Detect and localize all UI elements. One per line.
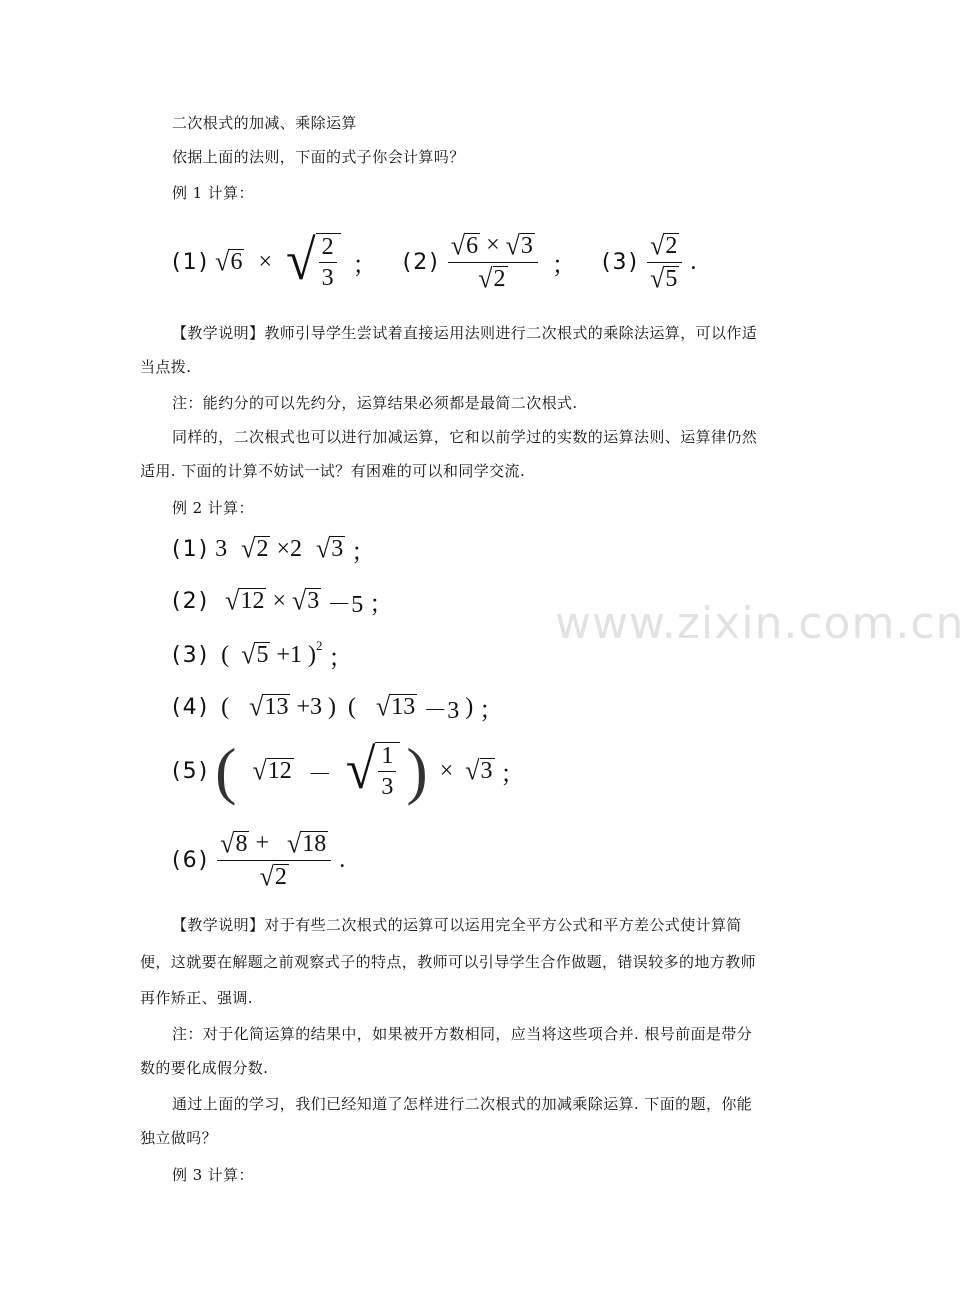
sqrt-13: √ 13 <box>376 691 416 723</box>
ex1-label-3: (3) <box>601 249 640 275</box>
minus-term: －3 <box>423 698 460 724</box>
end-mark: ； <box>369 592 394 618</box>
coefficient: 3 <box>215 536 228 562</box>
big-open-paren: ( <box>215 735 237 806</box>
teaching-note-3-cont-2: 再作矫正、强调. <box>140 989 253 1007</box>
separator: ； <box>551 252 576 279</box>
item-label: (3) <box>172 643 210 668</box>
intro-paragraph: 依据上面的法则，下面的式子你会计算吗？ <box>172 148 465 166</box>
end-period: . <box>339 846 346 873</box>
teaching-note-1-cont: 当点拨. <box>140 358 192 376</box>
note-2: 注：能约分的可以先约分，运算结果必须都是最简二次根式. <box>172 394 578 412</box>
times-sign: × <box>258 248 272 275</box>
end-period: . <box>690 248 697 275</box>
exponent: 2 <box>316 638 323 653</box>
item-label: (6) <box>172 847 210 873</box>
sqrt-two-thirds: √ $\frac{2}{3}$ <box>286 233 341 292</box>
plus-term: +3 <box>296 694 322 720</box>
ex2-item-5 <box>172 734 525 808</box>
fraction-6: √ 8 + √ 18 √ 2 <box>217 830 331 890</box>
close-paren: ) <box>465 694 474 720</box>
sqrt-3: √ 3 <box>292 585 320 617</box>
teaching-note-1: 【教学说明】教师引导学生尝试着直接运用法则进行二次根式的乘除法运算，可以作适 <box>172 324 758 342</box>
sqrt-3: √ 3 <box>316 533 344 565</box>
ex2-item-2 <box>172 584 393 619</box>
sqrt-12: √ 12 <box>252 755 292 786</box>
end-mark: ； <box>328 646 353 672</box>
section-title: 二次根式的加减、乘除运算 <box>172 114 357 132</box>
ex2-item-3 <box>172 638 353 673</box>
times-sign: × <box>439 757 454 784</box>
sqrt-2: √ 2 <box>241 533 269 565</box>
fraction-3: √ 2 √ 5 <box>647 232 682 292</box>
sqrt-5: √ 5 <box>241 639 269 671</box>
operator: ×2 <box>276 536 302 562</box>
paragraph-3-cont: 独立做吗？ <box>140 1129 218 1147</box>
example1-expressions <box>172 228 697 294</box>
item-label: (2) <box>172 589 210 614</box>
ex1-label-1: (1) <box>172 249 210 275</box>
paragraph-2: 同样的，二次根式也可以进行加减运算，它和以前学过的实数的运算法则、运算律仍然 <box>172 428 758 446</box>
operator: × <box>272 588 286 614</box>
example2-label: 例 2 计算： <box>172 499 254 517</box>
ex2-item-6 <box>172 830 345 890</box>
ex2-item-1 <box>172 532 375 567</box>
teaching-note-3-cont-1: 便，这就要在解题之前观察式子的特点，教师可以引导学生合作做题，错误较多的地方教师 <box>140 953 757 971</box>
item-label: (1) <box>172 537 210 562</box>
example1-label: 例 1 计算： <box>172 184 254 202</box>
separator: ； <box>352 252 377 279</box>
minus-sign: － <box>307 761 332 788</box>
teaching-note-3: 【教学说明】对于有些二次根式的运算可以运用完全平方公式和平方差公式使计算简 <box>172 916 742 934</box>
ex1-label-2: (2) <box>402 249 440 275</box>
end-mark: ； <box>351 540 376 566</box>
paragraph-2-cont: 适用. 下面的计算不妨试一试？有困难的可以和同学交流. <box>140 462 526 480</box>
subtract-term: －5 <box>327 592 364 618</box>
sqrt-3: √ 3 <box>465 755 493 786</box>
end-mark: ； <box>500 761 525 788</box>
note-4: 注：对于化简运算的结果中，如果被开方数相同，应当将这些项合并. 根号前面是带分 <box>172 1025 753 1043</box>
ex2-item-4 <box>172 690 503 725</box>
item-label: (5) <box>172 758 210 784</box>
sqrt-one-third: √ $\frac{1}{3}$ <box>346 742 401 801</box>
close-paren: ) <box>308 642 316 668</box>
open-paren: ( <box>221 694 230 720</box>
note-4-cont: 数的要化成假分数. <box>140 1059 269 1077</box>
sqrt-6: √ 6 <box>215 246 243 277</box>
end-mark: ； <box>479 698 504 724</box>
open-paren: ( <box>348 694 356 720</box>
plus-term: +1 <box>276 642 302 668</box>
example3-label: 例 3 计算： <box>172 1166 254 1184</box>
item-label: (4) <box>172 695 210 720</box>
open-paren: ( <box>221 642 230 668</box>
watermark: www.zixin.com.cn <box>555 598 964 649</box>
close-paren: ) <box>328 694 336 720</box>
big-close-paren: ) <box>406 735 428 806</box>
fraction-2: √ 6 × √ 3 √ 2 <box>448 232 538 292</box>
sqrt-12: √ 12 <box>225 585 265 617</box>
paragraph-3: 通过上面的学习，我们已经知道了怎样进行二次根式的加减乘除运算. 下面的题，你能 <box>172 1095 753 1113</box>
sqrt-13: √ 13 <box>249 691 289 723</box>
